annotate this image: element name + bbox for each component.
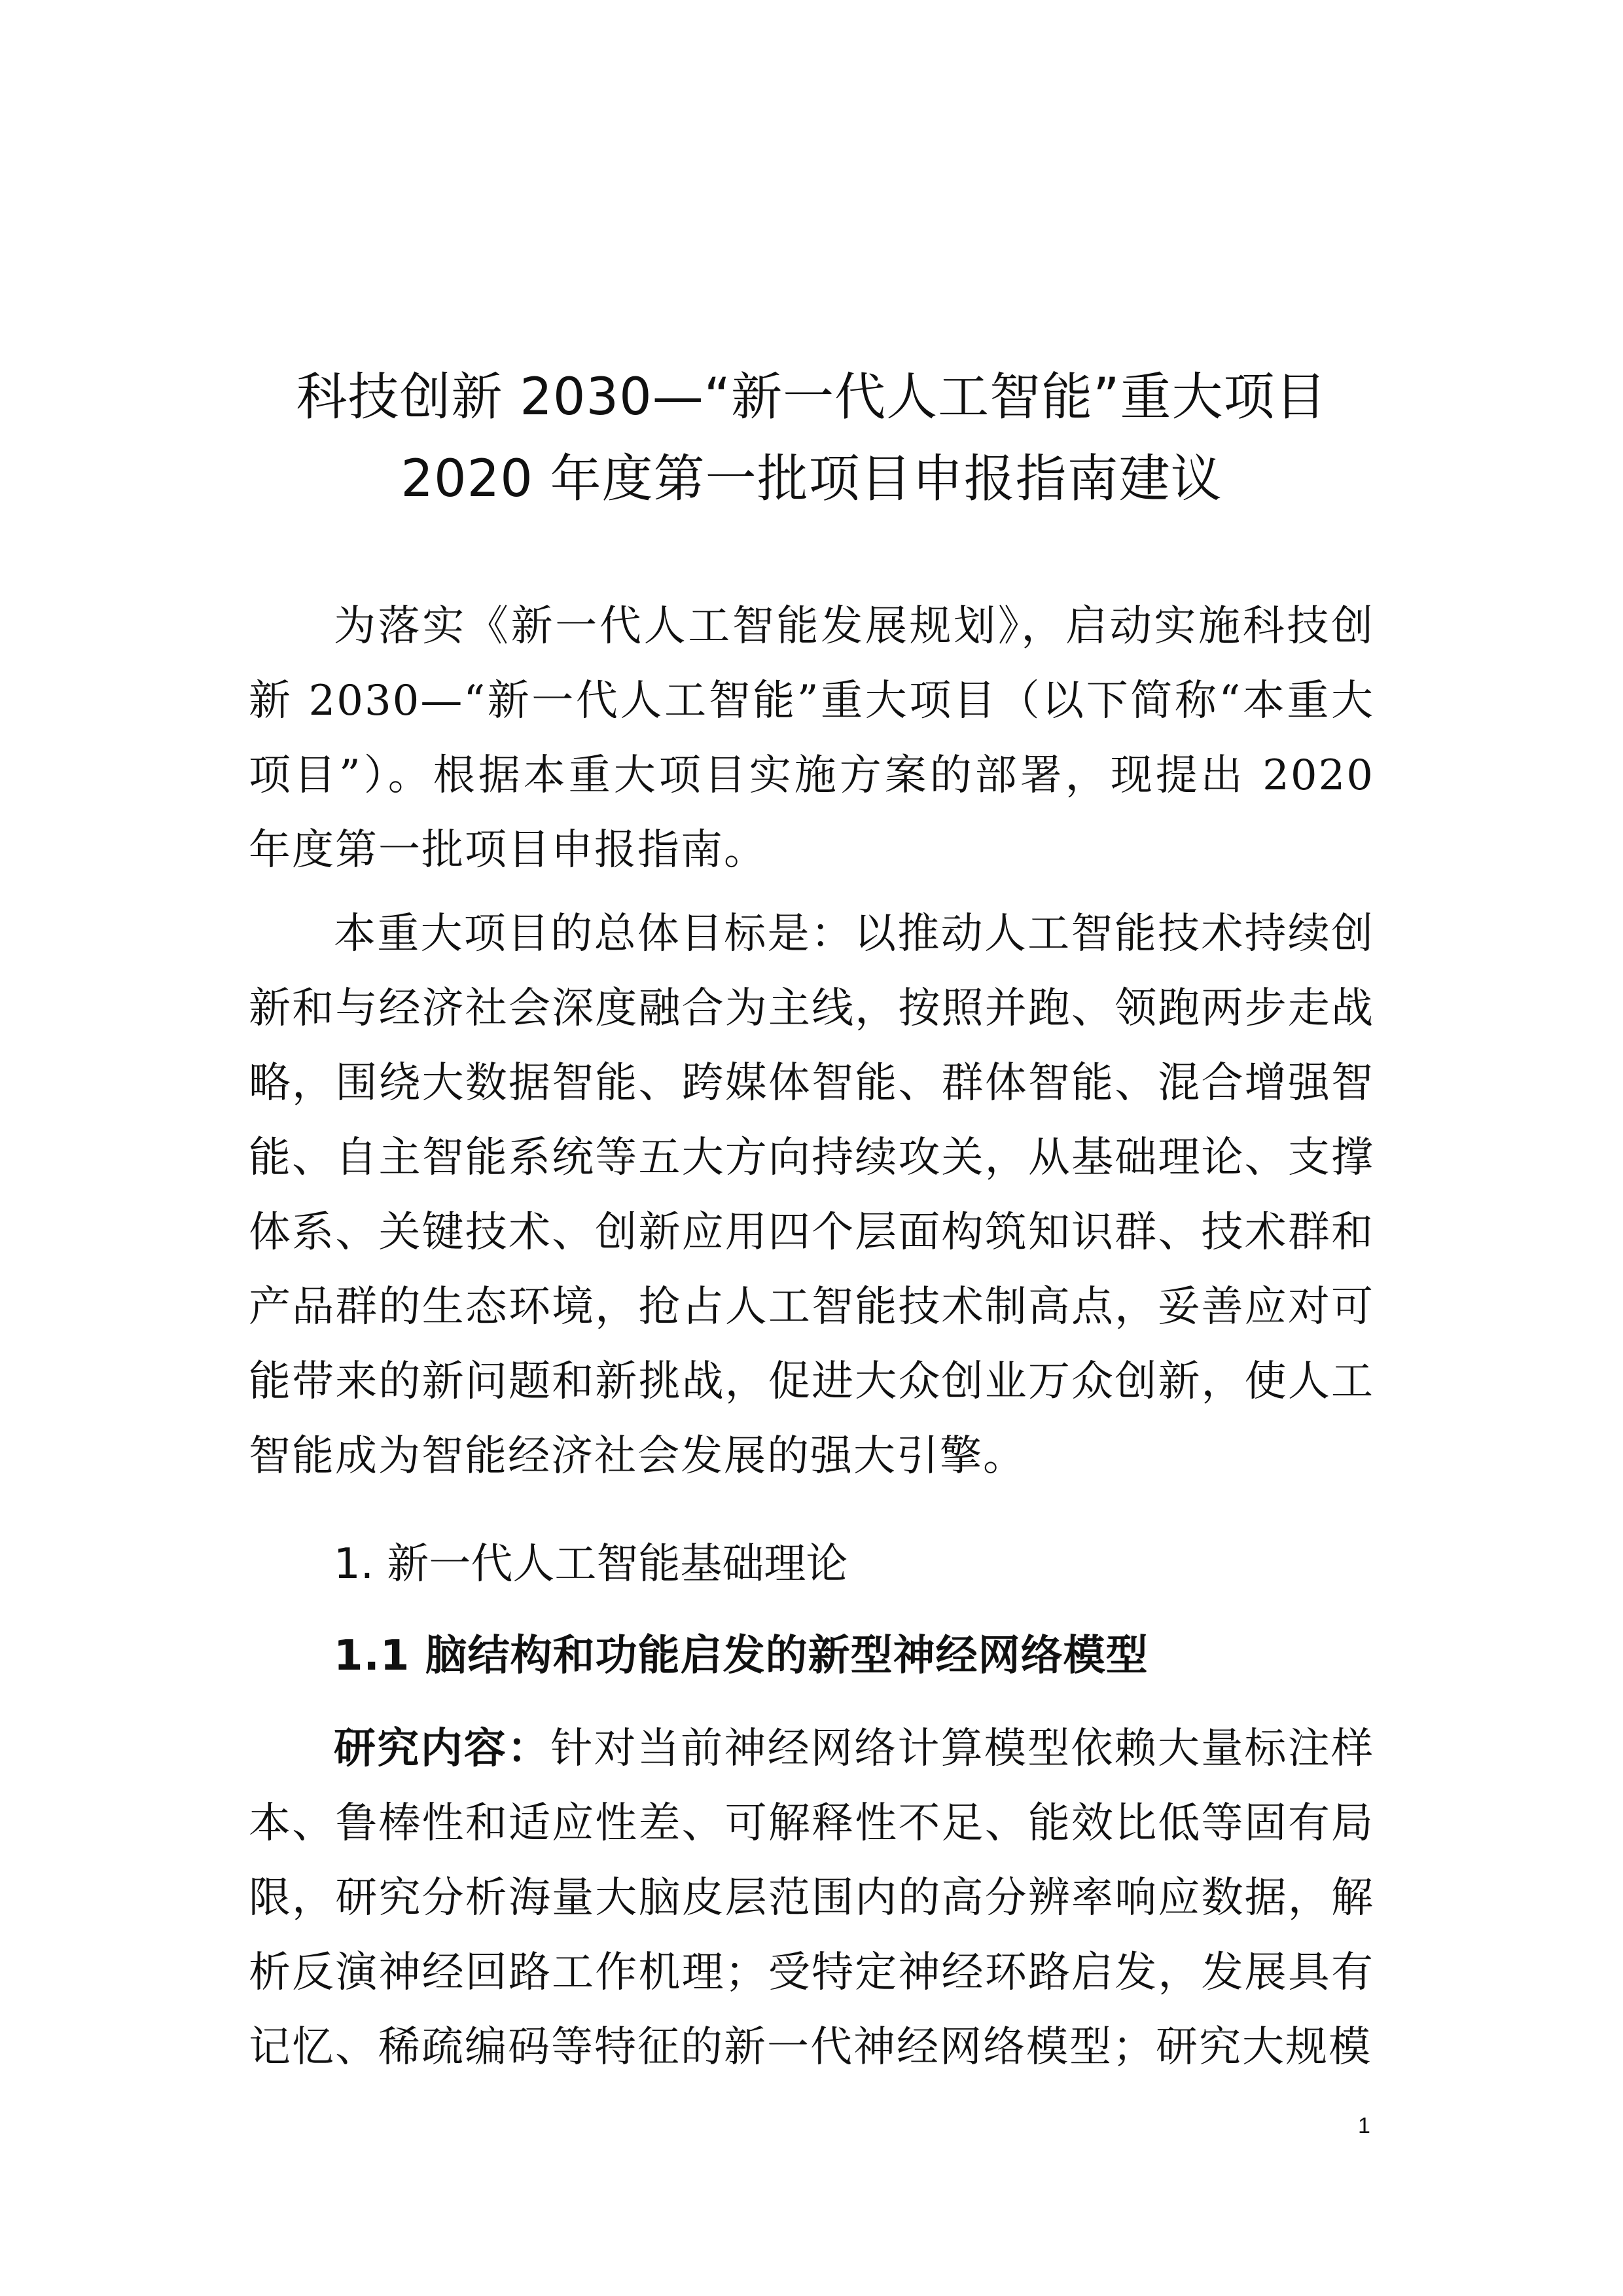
research-content-label: 研究内容：: [334, 1724, 551, 1773]
research-content-paragraph: [249, 1712, 1374, 2085]
document-title-line-1: 科技创新 2030—“新一代人工智能”重大项目: [296, 368, 1327, 427]
intro-paragraph: 为落实《新一代人工智能发展规划》，启动实施科技创新 2030—“新一代人工智能”重大项目（以下简称“本重大项目”）。根据本重大项目实施方案的部署，现提出 2020 年度第一批项目申报指南。: [249, 602, 1374, 874]
subsection-heading: 1.1 脑结构和功能启发的新型神经网络模型: [334, 1632, 1149, 1680]
research-content-text: 针对当前神经网络计算模型依赖大量标注样本、鲁棒性和适应性差、可解释性不足、能效比低等固有局限，研究分析海量大脑皮层范围内的高分辨率响应数据，解析反演神经回路工作机理；受特定神经环路启发，发展具有记忆、稀疏编码等特征的新一代神经网络模型；研究大规模: [249, 1725, 1375, 2072]
section-heading: 1. 新一代人工智能基础理论: [334, 1540, 848, 1588]
document-title-line-2: 2020 年度第一批项目申报指南建议: [401, 450, 1222, 509]
goal-paragraph: 本重大项目的总体目标是：以推动人工智能技术持续创新和与经济社会深度融合为主线，按照并跑、领跑两步走战略，围绕大数据智能、跨媒体智能、群体智能、混合增强智能、自主智能系统等五大方向持续攻关，从基础理论、支撑体系、关键技术、创新应用四个层面构筑知识群、技术群和产品群的生态环境，抢占人工智能技术制高点，妥善应对可能带来的新问题和新挑战，促进大众创业万众创新，使人工智能成为智能经济社会发展的强大引擎。: [249, 910, 1374, 1480]
page-number: 1: [1358, 2113, 1370, 2138]
